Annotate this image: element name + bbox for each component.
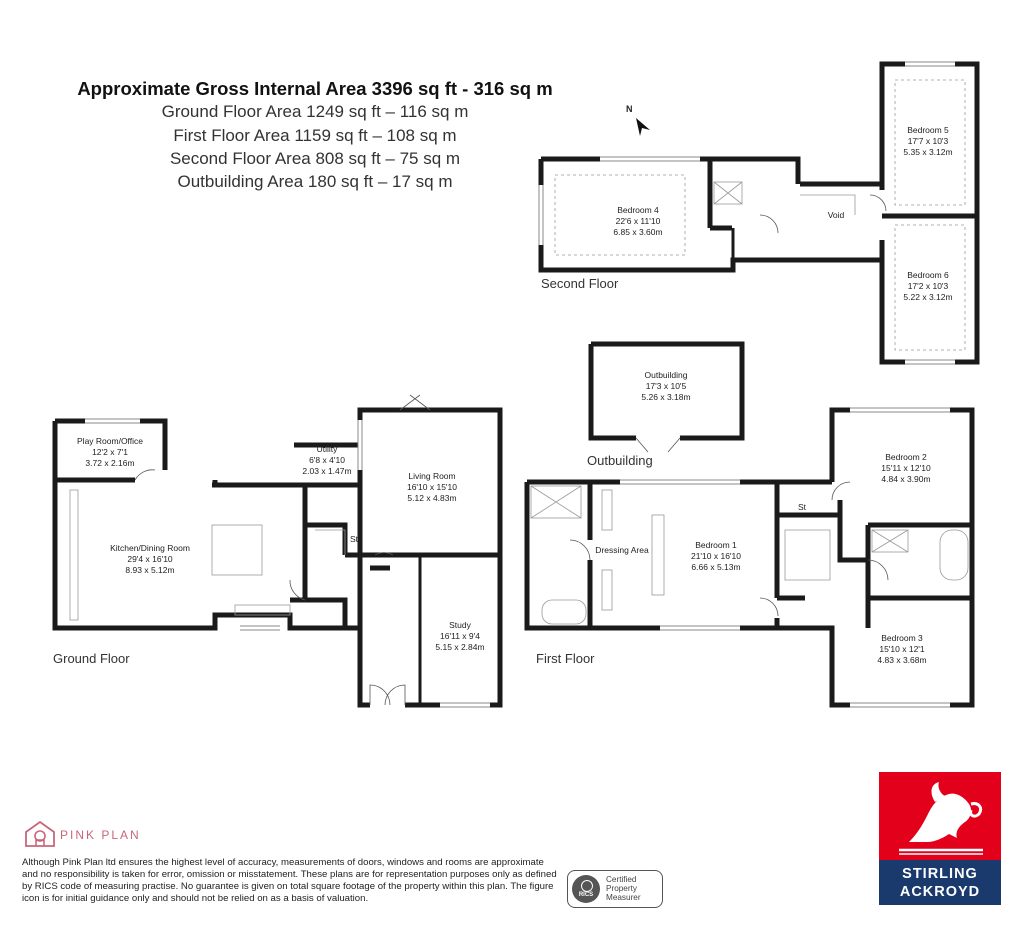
- second-floor-walls: [541, 64, 977, 362]
- room-living-room: Living Room 16'10 x 15'10 5.12 x 4.83m: [406, 471, 458, 503]
- room-utility: Utility 6'8 x 4'10 2.03 x 1.47m: [302, 444, 352, 476]
- outbuilding-label: Outbuilding: [587, 453, 653, 468]
- second-floor-area: Second Floor Area 808 sq ft – 75 sq m: [169, 149, 461, 168]
- rics-badge: [567, 870, 663, 908]
- room-bedroom-5: Bedroom 5 17'7 x 10'3 5.35 x 3.12m: [903, 125, 953, 157]
- ground-floor-label: Ground Floor: [53, 651, 130, 666]
- stirling-ackroyd-logo: [879, 772, 1001, 905]
- first-floor-label: First Floor: [536, 651, 595, 666]
- griffin-icon: [879, 772, 1001, 860]
- room-bedroom-3: Bedroom 3 15'10 x 12'1 4.83 x 3.68m: [877, 633, 927, 665]
- room-bedroom-2: Bedroom 2 15'11 x 12'10 4.84 x 3.90m: [881, 452, 931, 484]
- griffin-panel: [879, 772, 1001, 860]
- north-arrow-icon: [636, 118, 650, 136]
- windows: [85, 62, 955, 707]
- room-outbuilding: Outbuilding 17'3 x 10'5 5.26 x 3.18m: [641, 370, 691, 402]
- agent-name-line-1: STIRLING: [902, 866, 978, 882]
- disclaimer-text: Although Pink Plan ltd ensures the highest level of accuracy, measurements of doors, windows and rooms are approximate and no responsibility is taken for error, omission or misstatement. These plans are for representation purposes only as defined by RICS code of measuring practise. No guarantee is given on total square footage of the property within this plan. The figure icon is for initial guidance only and should not be relied on as a basis of valuation.: [22, 857, 557, 904]
- outbuilding-area: Outbuilding Area 180 sq ft – 17 sq m: [177, 172, 453, 191]
- fixtures: [70, 80, 968, 624]
- pink-plan-logo-icon: [22, 818, 58, 848]
- room-void: Void: [827, 210, 845, 220]
- room-bedroom-4: Bedroom 4 22'6 x 11'10 6.85 x 3.60m: [613, 205, 663, 237]
- first-floor-area: First Floor Area 1159 sq ft – 108 sq m: [173, 126, 457, 145]
- pink-plan-brand: PINK PLAN: [60, 828, 141, 842]
- room-ground-store: St: [349, 534, 359, 544]
- compass-north-label: N: [626, 104, 633, 114]
- second-floor-label: Second Floor: [541, 276, 619, 291]
- ground-floor-area: Ground Floor Area 1249 sq ft – 116 sq m: [161, 102, 469, 121]
- area-title: Approximate Gross Internal Area 3396 sq ft - 316 sq m: [77, 78, 553, 99]
- room-study: Study 16'11 x 9'4 5.15 x 2.84m: [435, 620, 485, 652]
- agent-name-panel: [879, 860, 1001, 905]
- room-bedroom-1: Bedroom 1 21'10 x 16'10 6.66 x 5.13m: [690, 540, 742, 572]
- room-dressing-area: Dressing Area: [595, 545, 649, 555]
- room-kitchen-dining: Kitchen/Dining Room 29'4 x 16'10 8.93 x 5.12m: [110, 543, 190, 575]
- room-play-room-office: Play Room/Office 12'2 x 7'1 3.72 x 2.16m: [77, 436, 143, 468]
- room-first-store: St: [797, 502, 807, 512]
- rics-logo-icon: RICS: [572, 875, 600, 903]
- room-bedroom-6: Bedroom 6 17'2 x 10'3 5.22 x 3.12m: [903, 270, 953, 302]
- rics-text: Certified Property Measurer: [606, 875, 641, 902]
- agent-name-line-2: ACKROYD: [899, 884, 981, 900]
